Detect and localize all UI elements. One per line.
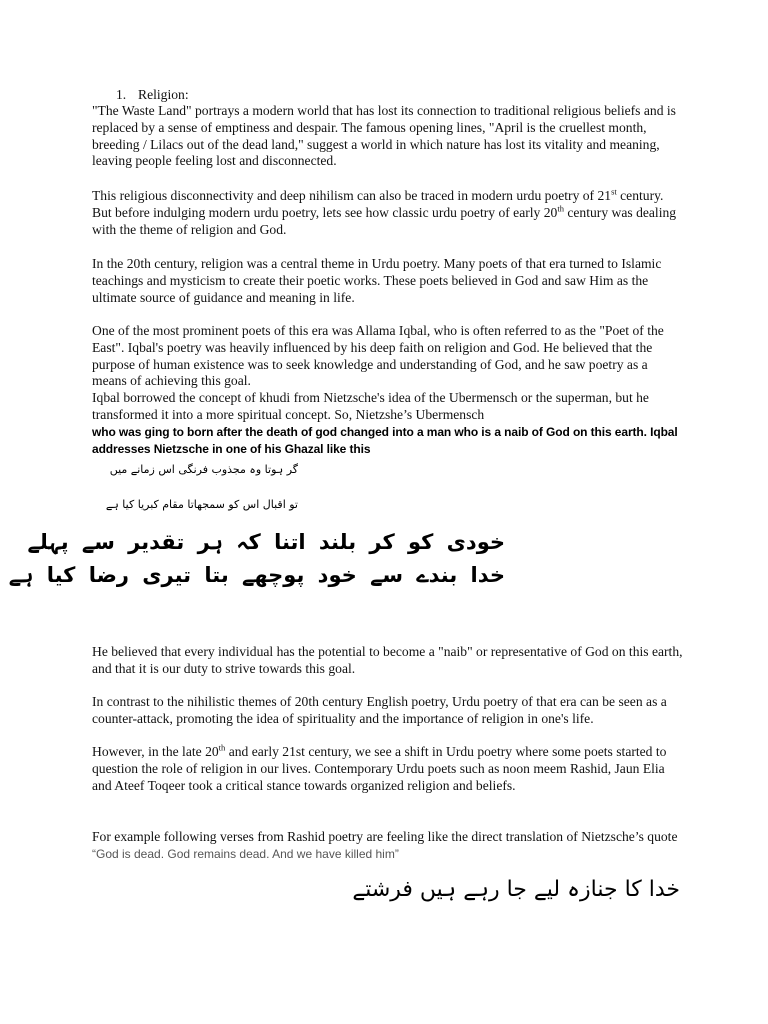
paragraph-text: century was dealing with the theme of religion and God. bbox=[92, 204, 677, 237]
urdu-verse-khudi-line-2: خدا بندے سے خود پوچھے بتا تیری رضا کیا ہے bbox=[8, 563, 505, 587]
urdu-verse-khudi-line-1: خودی کو کر بلند اتنا کہ ہر تقدیر سے پہلے bbox=[27, 530, 505, 554]
paragraph-text: and early 21st century, we see a shift in Urdu poetry where some poets started to question the role of religion in our lives. Contemporary Urdu poets such as noon meem Rashid, Jaun Elia and Ateef Toqeer took a critical stance towards organized religion and beliefs. bbox=[92, 744, 667, 793]
section-heading bbox=[116, 87, 189, 104]
paragraph-khudi: Iqbal borrowed the concept of khudi from Nietzsche's idea of the Ubermensch or the superman, but he transformed it into a more spiritual concept. So, Nietzshe’s Ubermensch bbox=[92, 390, 649, 422]
superscript: st bbox=[611, 186, 617, 197]
paragraph-naib-bold: who was ging to born after the death of god changed into a man who is a naib of God on this earth. Iqbal addresses Nietzsche in one of his Ghazal like this bbox=[92, 425, 678, 456]
paragraph-shift bbox=[92, 744, 684, 794]
urdu-verse-nietzsche-line-2: تو اقبال اس کو سمجھاتا مقام کبریا کیا ہے bbox=[105, 498, 298, 511]
paragraph-disconnectivity bbox=[92, 188, 684, 238]
superscript: th bbox=[218, 742, 226, 753]
paragraph-naib-potential: He believed that every individual has the potential to become a "naib" or representative of God on this earth, and that it is our duty to strive towards this goal. bbox=[92, 644, 683, 676]
paragraph-text: However, in the late 20 bbox=[92, 744, 219, 759]
paragraph-rashid bbox=[92, 829, 684, 863]
paragraph-allama-iqbal: One of the most prominent poets of this era was Allama Iqbal, who is often referred to as the "Poet of the East". Iqbal's poetry was heavily influenced by his deep faith on religion and God. He believed that the purpose of human existence was to seek knowledge and understanding of God, and he saw poetry as a means of achieving this goal. bbox=[92, 323, 664, 389]
paragraph-20th-century: In the 20th century, religion was a central theme in Urdu poetry. Many poets of that era turned to Islamic teachings and mysticism to create their poetic works. These poets believed in God and saw Him as the ultimate source of guidance and meaning in life. bbox=[92, 256, 662, 305]
paragraph-text: For example following verses from Rashid poetry are feeling like the direct translation of Nietzsche’s quote bbox=[92, 829, 678, 844]
paragraph-waste-land: "The Waste Land" portrays a modern world that has lost its connection to traditional religious beliefs and is replaced by a sense of emptiness and despair. The famous opening lines, "April is the cruellest month, breeding / Lilacs out of the dead land," suggest a world in which nature has lost its vitality and meaning, leaving people feeling lost and disconnected. bbox=[92, 103, 676, 169]
paragraph-text: This religious disconnectivity and deep nihilism can also be traced in modern urdu poetry of 21 bbox=[92, 188, 612, 203]
paragraph-text: century. But before indulging modern urdu poetry, lets see how classic urdu poetry of early 20 bbox=[92, 188, 664, 220]
urdu-verse-nietzsche-line-1: گر ہوتا وہ مجذوب فرنگی اس زمانے میں bbox=[109, 463, 298, 476]
section-title: Religion: bbox=[138, 87, 189, 102]
nietzsche-quote: “God is dead. God remains dead. And we have killed him” bbox=[92, 846, 399, 861]
paragraph-counter-attack: In contrast to the nihilistic themes of 20th century English poetry, Urdu poetry of that era can be seen as a counter-attack, promoting the idea of spirituality and the importance of religion in one's life. bbox=[92, 694, 667, 726]
section-number: 1. bbox=[116, 87, 127, 102]
superscript: th bbox=[557, 203, 564, 214]
urdu-verse-rashid-line-1: خدا کا جنازہ لیے جا رہے ہیں فرشتے bbox=[352, 877, 680, 902]
